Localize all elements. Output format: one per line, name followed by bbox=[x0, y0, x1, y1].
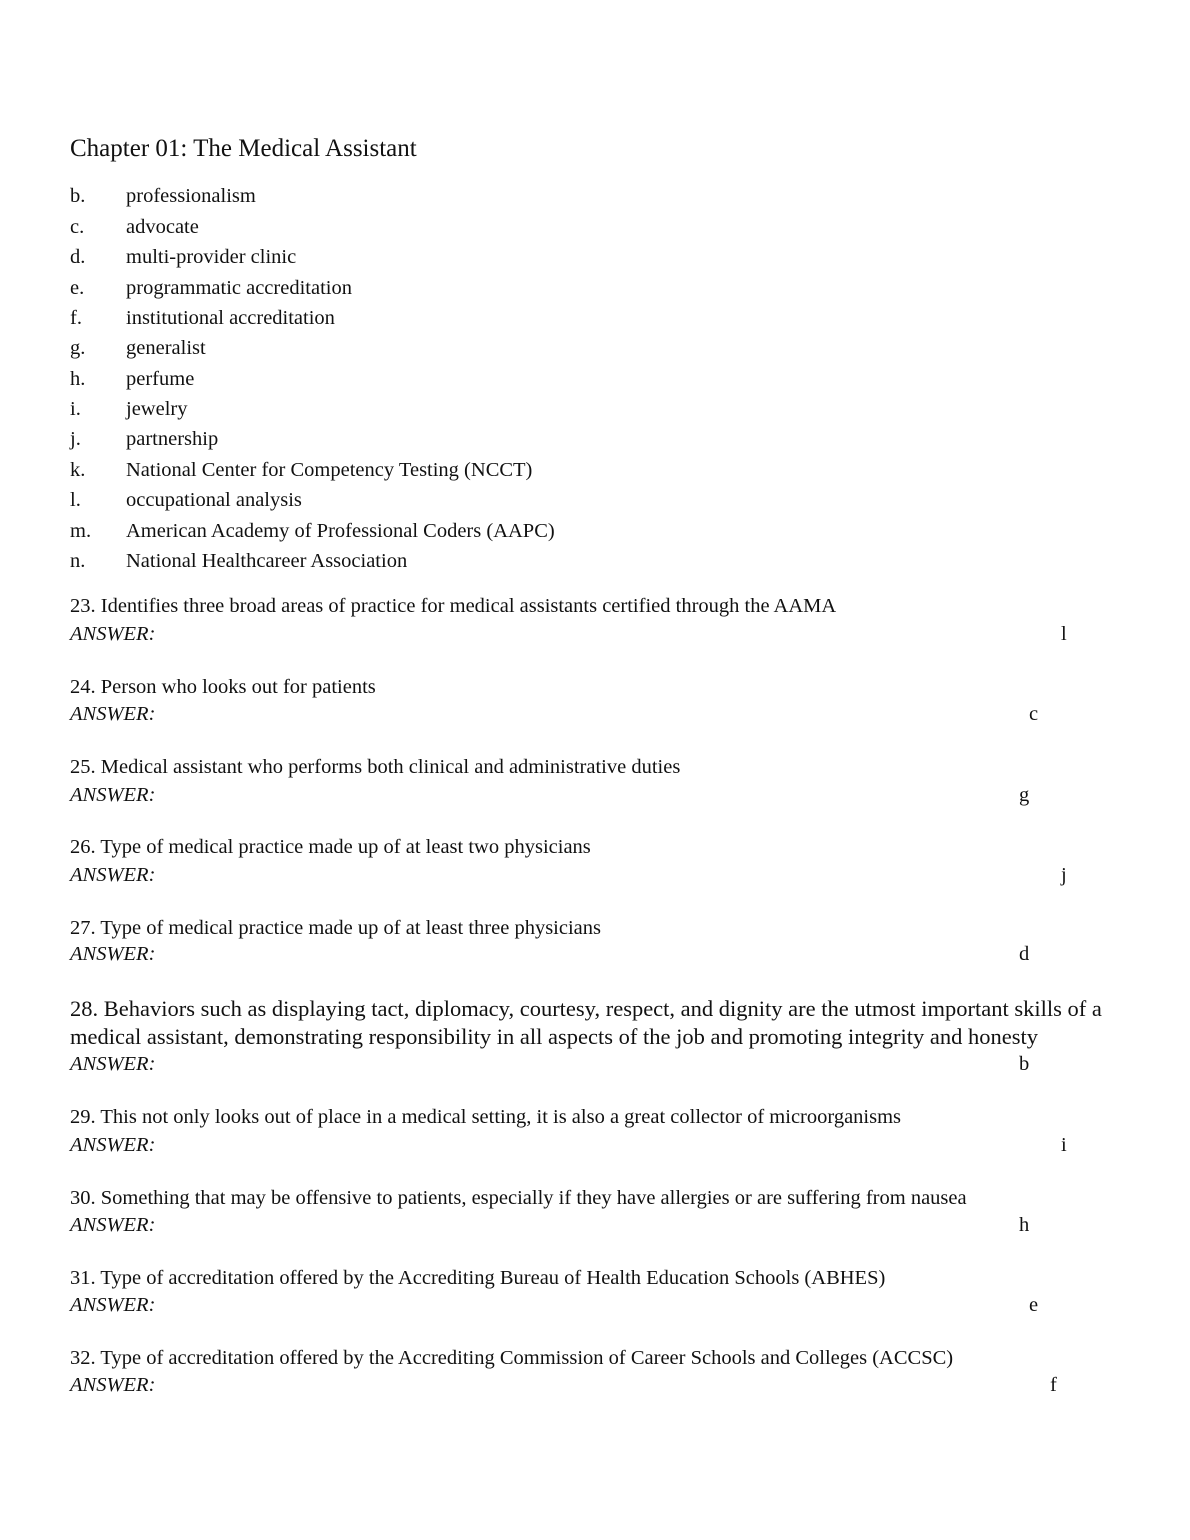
list-item bbox=[70, 305, 335, 331]
list-item bbox=[70, 457, 532, 483]
option-text: institutional accreditation bbox=[126, 307, 335, 329]
option-letter: l. bbox=[70, 489, 81, 511]
question-text: 25. Medical assistant who performs both clinical and administrative duties bbox=[70, 756, 681, 778]
option-text: perfume bbox=[126, 368, 195, 390]
list-item bbox=[70, 548, 407, 574]
list-item bbox=[70, 396, 187, 422]
answer-label: ANSWER: bbox=[70, 784, 156, 806]
question-text: 28. Behaviors such as displaying tact, diplomacy, courtesy, respect, and dignity are the utmost important skills of a medical assistant, demonstrating responsibility in all aspects of the job and promoting integrity and honesty bbox=[70, 996, 1102, 1049]
answer-value: g bbox=[1019, 784, 1030, 806]
option-text: partnership bbox=[126, 428, 219, 450]
option-letter: f. bbox=[70, 307, 82, 329]
list-item bbox=[70, 487, 302, 513]
option-text: National Center for Competency Testing (NCCT) bbox=[126, 459, 533, 481]
option-letter: m. bbox=[70, 520, 92, 542]
option-text: jewelry bbox=[126, 398, 188, 420]
option-text: programmatic accreditation bbox=[126, 277, 352, 299]
answer-value: e bbox=[1029, 1294, 1039, 1316]
answer-label: ANSWER: bbox=[70, 943, 156, 965]
option-text: occupational analysis bbox=[126, 489, 302, 511]
answer-value: j bbox=[1061, 864, 1067, 886]
option-text: American Academy of Professional Coders (AAPC) bbox=[126, 520, 555, 542]
answer-label: ANSWER: bbox=[70, 1214, 156, 1236]
question-text: 26. Type of medical practice made up of at least two physicians bbox=[70, 836, 591, 858]
answer-value: h bbox=[1019, 1214, 1030, 1236]
option-text: generalist bbox=[126, 337, 206, 359]
answer-value: f bbox=[1050, 1374, 1057, 1396]
answer-label: ANSWER: bbox=[70, 1134, 156, 1156]
answer-label: ANSWER: bbox=[70, 1294, 156, 1316]
list-item bbox=[70, 183, 256, 209]
option-letter: c. bbox=[70, 216, 85, 238]
answer-label: ANSWER: bbox=[70, 1053, 156, 1075]
answer-label: ANSWER: bbox=[70, 623, 156, 645]
option-text: National Healthcareer Association bbox=[126, 550, 408, 572]
question-text: 24. Person who looks out for patients bbox=[70, 676, 376, 698]
list-item bbox=[70, 518, 555, 544]
answer-value: b bbox=[1019, 1053, 1030, 1075]
list-item bbox=[70, 366, 194, 392]
option-text: professionalism bbox=[126, 185, 256, 207]
option-letter: h. bbox=[70, 368, 86, 390]
list-item bbox=[70, 275, 352, 301]
answer-label: ANSWER: bbox=[70, 703, 156, 725]
list-item bbox=[70, 214, 199, 240]
option-letter: e. bbox=[70, 277, 85, 299]
option-letter: k. bbox=[70, 459, 86, 481]
option-letter: n. bbox=[70, 550, 86, 572]
option-letter: g. bbox=[70, 337, 86, 359]
option-text: advocate bbox=[126, 216, 199, 238]
option-letter: i. bbox=[70, 398, 81, 420]
answer-value: l bbox=[1061, 623, 1067, 645]
page-title: Chapter 01: The Medical Assistant bbox=[70, 135, 417, 162]
option-letter: j. bbox=[70, 428, 81, 450]
answer-label: ANSWER: bbox=[70, 1374, 156, 1396]
answer-value: d bbox=[1019, 943, 1030, 965]
question-text: 23. Identifies three broad areas of practice for medical assistants certified through the AAMA bbox=[70, 595, 837, 617]
question-text: 29. This not only looks out of place in a medical setting, it is also a great collector of microorganisms bbox=[70, 1106, 902, 1128]
list-item bbox=[70, 335, 206, 361]
answer-value: i bbox=[1061, 1134, 1067, 1156]
answer-label: ANSWER: bbox=[70, 864, 156, 886]
list-item bbox=[70, 244, 296, 270]
question-text: 30. Something that may be offensive to patients, especially if they have allergies or are suffering from nausea bbox=[70, 1187, 967, 1209]
question-text: 31. Type of accreditation offered by the Accrediting Bureau of Health Education Schools (ABHES) bbox=[70, 1267, 886, 1289]
question-text: 27. Type of medical practice made up of at least three physicians bbox=[70, 917, 601, 939]
option-text: multi-provider clinic bbox=[126, 246, 297, 268]
option-letter: b. bbox=[70, 185, 86, 207]
answer-value: c bbox=[1029, 703, 1039, 725]
question-text: 32. Type of accreditation offered by the Accrediting Commission of Career Schools and Colleges (ACCSC) bbox=[70, 1347, 954, 1369]
list-item bbox=[70, 426, 218, 452]
option-letter: d. bbox=[70, 246, 86, 268]
